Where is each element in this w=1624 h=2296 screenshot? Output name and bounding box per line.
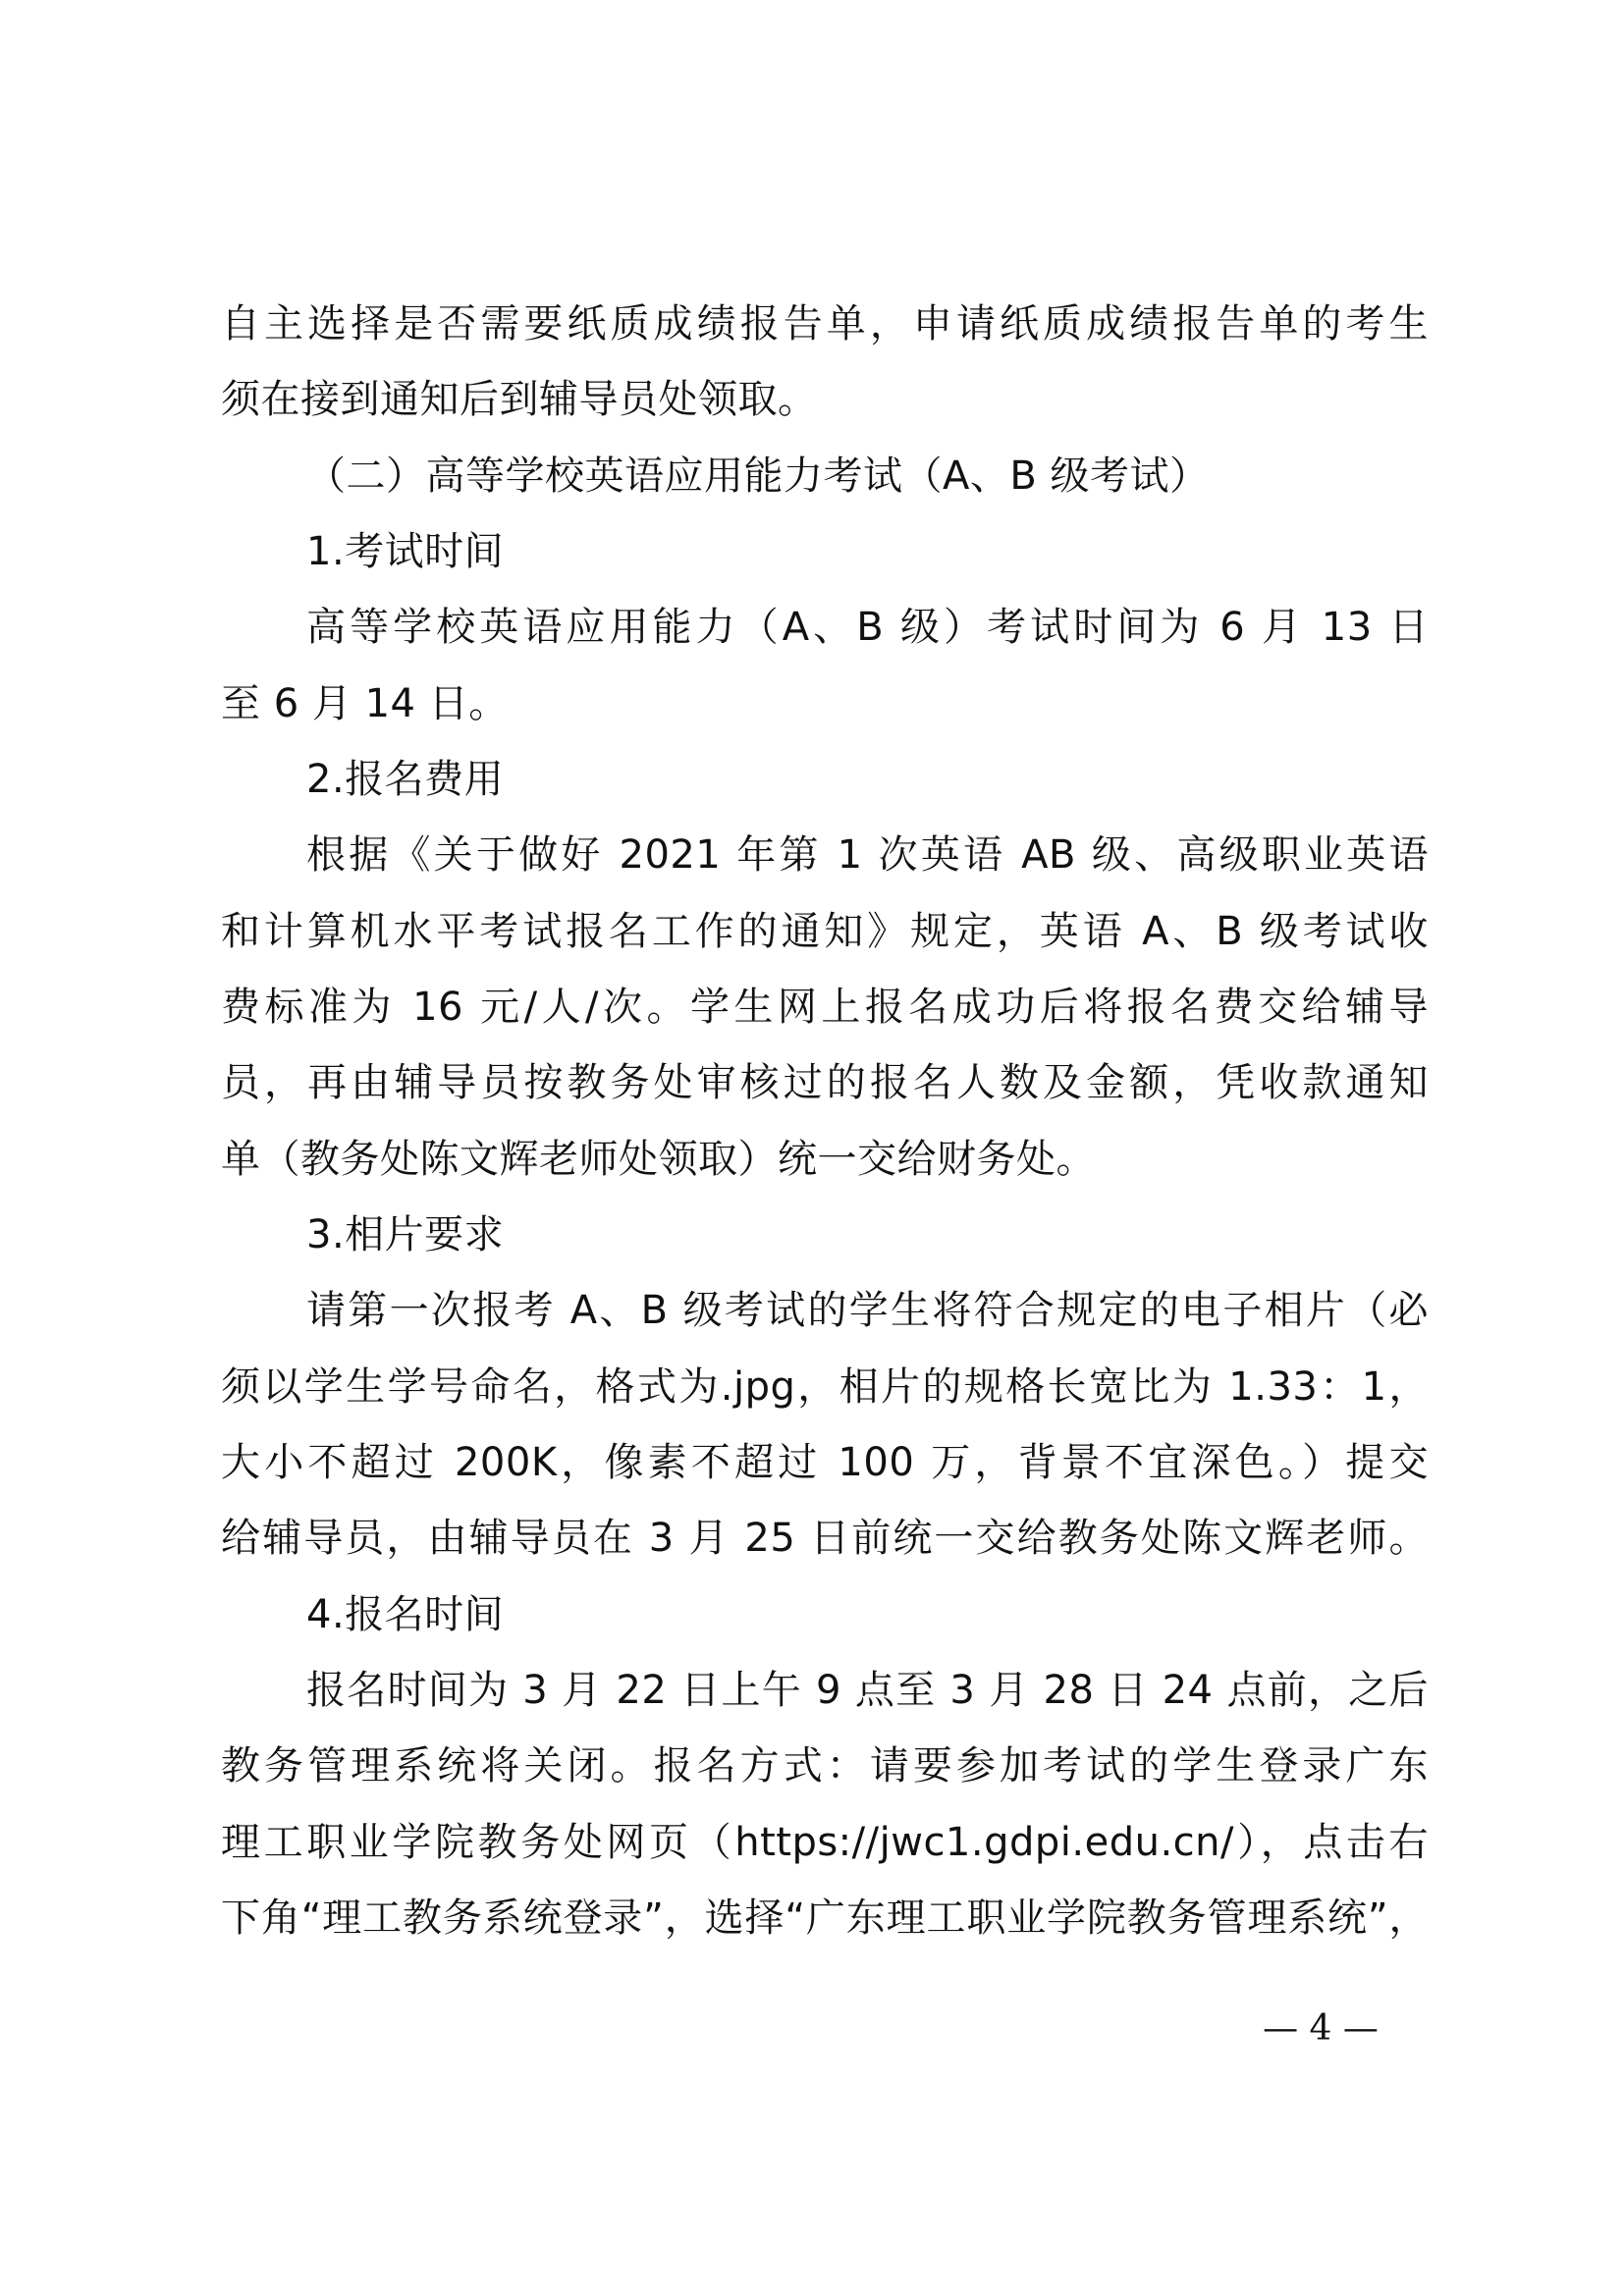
- text-line-9: 和计算机水平考试报名工作的通知》规定，英语 A、B 级考试收: [221, 909, 1429, 954]
- section-heading-english-exam: （二）高等学校英语应用能力考试（A、B 级考试）: [306, 454, 1210, 499]
- text-line-6: 至 6 月 14 日。: [221, 681, 509, 726]
- text-line-11: 员，再由辅导员按教务处审核过的报名人数及金额，凭收款通知: [221, 1060, 1429, 1105]
- text-line-2: 须在接到通知后到辅导员处领取。: [221, 377, 818, 422]
- text-line-12: 单（教务处陈文辉老师处领取）统一交给财务处。: [221, 1137, 1096, 1182]
- subheading-exam-time: 1.考试时间: [306, 529, 505, 574]
- text-line-21: 理工职业学院教务处网页（https://jwc1.gdpi.edu.cn/），点击右: [221, 1820, 1429, 1865]
- subheading-registration-time: 4.报名时间: [306, 1592, 505, 1637]
- text-line-17: 给辅导员，由辅导员在 3 月 25 日前统一交给教务处陈文辉老师。: [221, 1516, 1429, 1561]
- text-line-20: 教务管理系统将关闭。报名方式：请要参加考试的学生登录广东: [221, 1743, 1429, 1789]
- text-line-15: 须以学生学号命名，格式为.jpg，相片的规格长宽比为 1.33：1，: [221, 1364, 1429, 1410]
- text-line-8: 根据《关于做好 2021 年第 1 次英语 AB 级、高级职业英语: [306, 832, 1429, 878]
- text-line-19: 报名时间为 3 月 22 日上午 9 点至 3 月 28 日 24 点前，之后: [306, 1668, 1429, 1713]
- text-line-10: 费标准为 16 元/人/次。学生网上报名成功后将报名费交给辅导: [221, 985, 1429, 1030]
- subheading-registration-fee: 2.报名费用: [306, 757, 505, 802]
- text-line-1: 自主选择是否需要纸质成绩报告单，申请纸质成绩报告单的考生: [221, 301, 1429, 347]
- text-line-5: 高等学校英语应用能力（A、B 级）考试时间为 6 月 13 日: [306, 605, 1429, 650]
- text-line-16: 大小不超过 200K，像素不超过 100 万，背景不宜深色。）提交: [221, 1440, 1429, 1485]
- text-line-22: 下角“理工教务系统登录”，选择“广东理工职业学院教务管理系统”，: [221, 1896, 1429, 1941]
- text-line-14: 请第一次报考 A、B 级考试的学生将符合规定的电子相片（必: [306, 1288, 1429, 1333]
- page-number: — 4 —: [1263, 2008, 1379, 2049]
- subheading-photo-requirements: 3.相片要求: [306, 1212, 505, 1257]
